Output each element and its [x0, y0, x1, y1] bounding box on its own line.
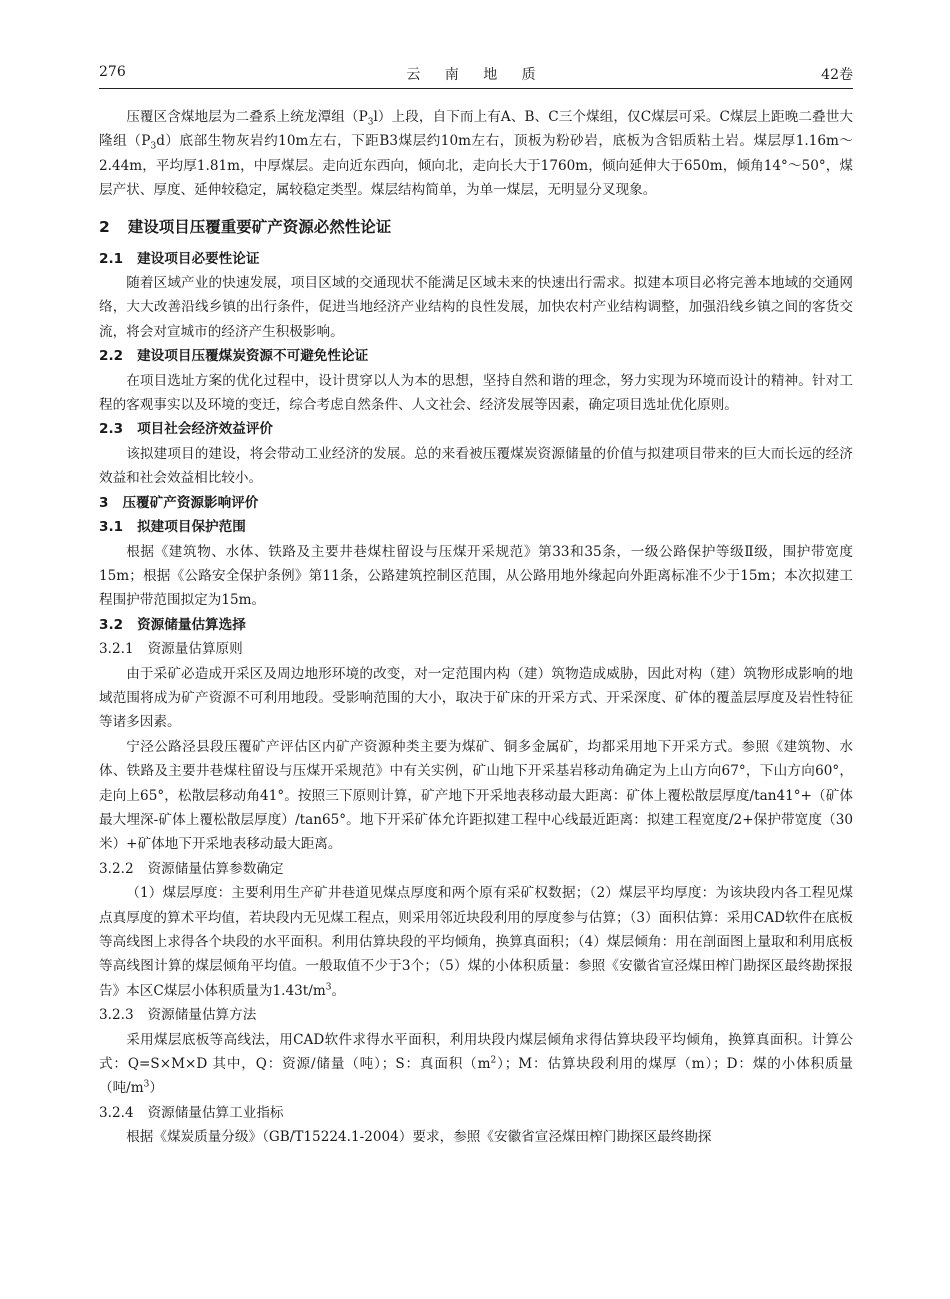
section-3-1-text: 根据《建筑物、水体、铁路及主要井巷煤柱留设与压煤开采规范》第33和35条，一级公路保护等级Ⅱ级，围护带宽度15m；根据《公路安全保护条例》第11条，公路建筑控制区范围，从公路用地外缘起向外距离标准不少于15m；本次拟建工程围护带范围拟定为15m。 [99, 543, 853, 609]
section-3-1-heading: 3.1 拟建项目保护范围 [99, 519, 246, 536]
header-rule [99, 88, 853, 89]
section-3-heading: 3 压覆矿产资源影响评价 [99, 494, 259, 511]
page-number: 276 [99, 64, 126, 80]
section-2-2-heading: 2.2 建设项目压覆煤炭资源不可避免性论证 [99, 348, 369, 365]
section-2-1-heading: 2.1 建设项目必要性论证 [99, 250, 260, 267]
journal-title: 云 南 地 质 [406, 67, 546, 83]
section-2-1-text: 随着区域产业的快速发展，项目区域的交通现状不能满足区域未来的快速出行需求。拟建本项目必将完善本地域的交通网络，大大改善沿线乡镇的出行条件，促进当地经济产业结构的良性发展，加快农村产业结构调整，加强沿线乡镇之间的客货交流，将会对宣城市的经济产生积极影响。 [99, 275, 853, 340]
article-body [99, 105, 853, 1150]
running-header [99, 58, 853, 86]
section-3-2-heading: 3.2 资源储量估算选择 [99, 616, 246, 633]
intro-paragraph: 压覆区含煤地层为二叠系上统龙潭组$(P_3l)$上段，自下而上有A、B、C三个煤组，仅C煤层可采。C煤层上距晚二叠世大隆组$(P_3d)$底部生物灰岩约10m左右，下距B3煤层约10m左右，顶板为粉砂岩，底板为含铝质粘土岩。煤层厚1.16m～2.44m，平均厚1.81m，中厚煤层。走向近东西向，倾向北，走向长大于1760m，倾向延伸大于650m，倾角14°～50°，煤层产状、厚度、延伸较稳定，属较稳定类型。煤层结构简单，为单一煤层，无明显分叉现象。 [99, 109, 853, 199]
section-3-2-1-heading: 3.2.1 资源量估算原则 [99, 641, 243, 658]
section-2-2-text: 在项目选址方案的优化过程中，设计贯穿以人为本的思想，坚持自然和谐的理念，努力实现为环境而设计的精神。针对工程的客观事实以及环境的变迁，综合考虑自然条件、人文社会、经济发展等因素，确定项目选址优化原则。 [99, 372, 853, 414]
section-3-2-1-paragraph-1: 由于采矿必造成开采区及周边地形环境的改变，对一定范围内构（建）筑物造成威胁，因此对构（建）筑物形成影响的地域范围将成为矿产资源不可利用地段。受影响范围的大小，取决于矿床的开采方式、开采深度、矿体的覆盖层厚度及岩性特征等诸多因素。 [99, 665, 853, 731]
section-2-3-text: 该拟建项目的建设，将会带动工业经济的发展。总的来看被压覆煤炭资源储量的价值与拟建项目带来的巨大而长远的经济效益和社会效益相比较小。 [99, 445, 853, 487]
section-3-2-2-heading: 3.2.2 资源储量估算参数确定 [99, 860, 284, 877]
section-3-2-2-text: （1）煤层厚度：主要利用生产矿井巷道见煤点厚度和两个原有采矿权数据；（2）煤层平均厚度：为该块段内各工程见煤点真厚度的算术平均值，若块段内无见煤工程点，则采用邻近块段利用的厚度参与估算；（3）面积估算：采用CAD软件在底板等高线图上求得各个块段的水平面积。利用估算块段的平均倾角，换算真面积；（4）煤层倾角：用在剖面图上量取和利用底板等高线图计算的煤层倾角平均值。一般取值不少于3个；（5）煤的小体积质量：参照《安徽省宣泾煤田榨门勘探区最终勘探报告》本区C煤层小体积质量为$1.43t/m^3$。 [99, 885, 853, 999]
volume-label: 42卷 [821, 67, 853, 83]
section-3-2-4-text: 根据《煤炭质量分级》（GB/T15224.1-2004）要求，参照《安徽省宣泾煤田榨门勘探区最终勘探 [126, 1129, 712, 1146]
paper-page [99, 58, 853, 1150]
section-3-2-1-paragraph-2: 宁泾公路泾县段压覆矿产评估区内矿产资源种类主要为煤矿、铜多金属矿，均都采用地下开采方式。参照《建筑物、水体、铁路及主要井巷煤柱留设与压煤开采规范》中有关实例，矿山地下开采基岩移动角确定为上山方向67°，下山方向60°，走向上65°，松散层移动角41°。按照三下原则计算，矿产地下开采地表移动最大距离：矿体上覆松散层厚度/tan41°+（矿体最大埋深-矿体上覆松散层厚度）/tan65°。地下开采矿体允许距拟建工程中心线最近距离：拟建工程宽度/2+保护带宽度（30米）+矿体地下开采地表移动最大距离。 [99, 738, 853, 853]
section-3-2-3-heading: 3.2.3 资源储量估算方法 [99, 1007, 257, 1024]
section-3-2-3-text: 采用煤层底板等高线法，用CAD软件求得水平面积，利用块段内煤层倾角求得估算块段平均倾角，换算真面积。计算公式：Q=S×M×D 其中，Q：资源/储量（吨）；S：真面积$(m^2)$；M：估算块段利用的煤厚（m）；D：煤的小体积质量（吨$/m^3$） [99, 1031, 853, 1097]
section-2-heading: 2 建设项目压覆重要矿产资源必然性论证 [99, 217, 392, 236]
section-2-3-heading: 2.3 项目社会经济效益评价 [99, 421, 274, 438]
section-3-2-4-heading: 3.2.4 资源储量估算工业指标 [99, 1104, 284, 1121]
